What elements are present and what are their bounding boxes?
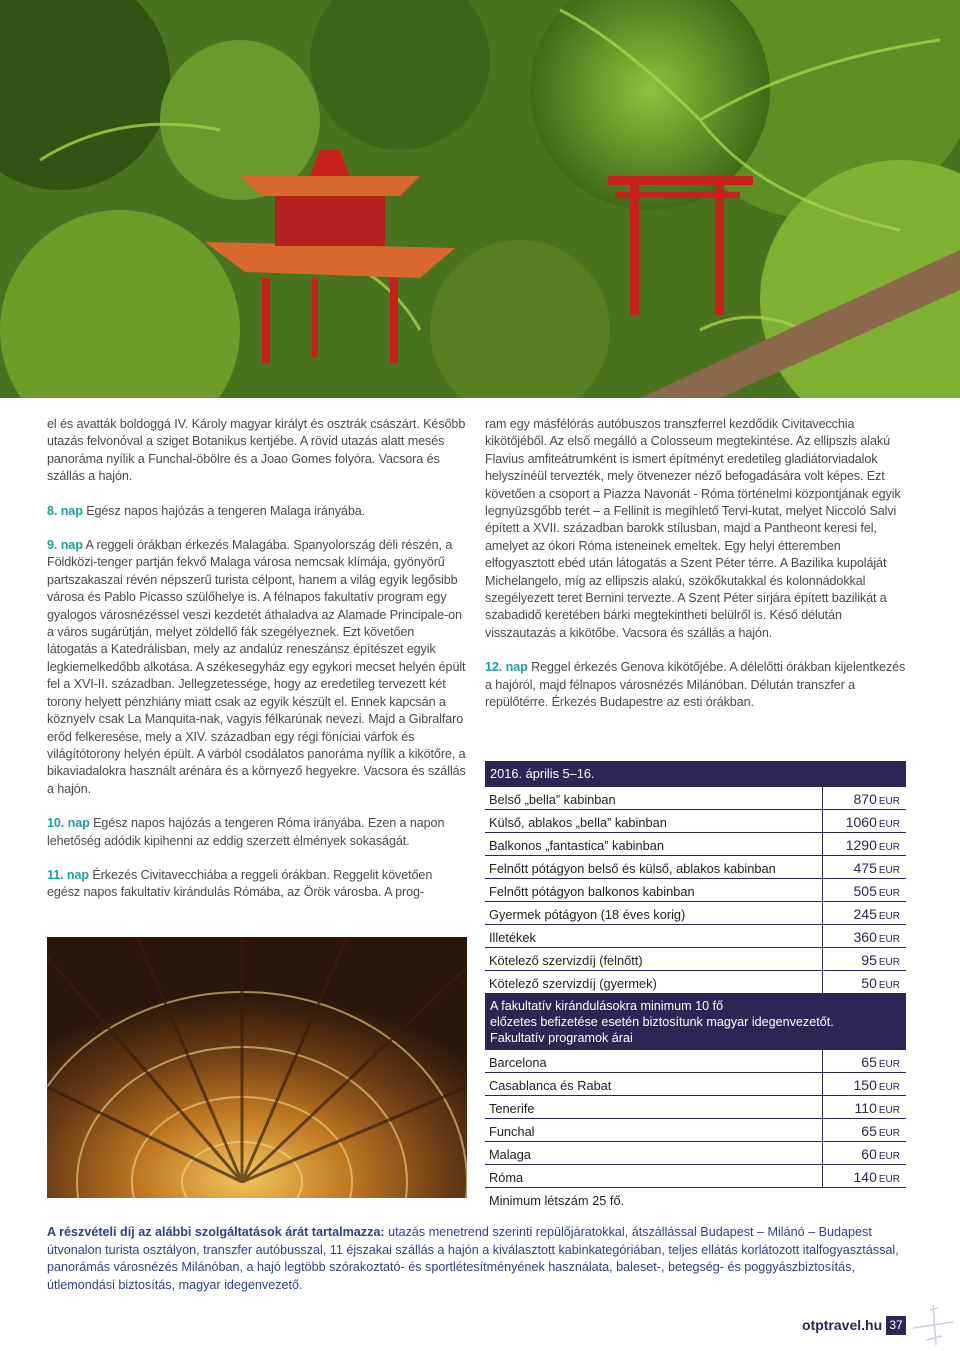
price-amount: 150 — [853, 1077, 877, 1093]
minimum-group-size: Minimum létszám 25 fő. — [489, 1193, 625, 1208]
day-10-label: 10. nap — [47, 816, 90, 831]
optional-price-rows — [485, 1050, 906, 1188]
price-row — [485, 1119, 906, 1142]
price-row — [485, 948, 906, 971]
right-text-column — [485, 416, 906, 729]
currency-label: EUR — [878, 957, 900, 968]
price-amount: 475 — [853, 860, 877, 876]
price-row-label: Illetékek — [489, 930, 536, 945]
price-amount: 95 — [861, 952, 877, 968]
price-row — [485, 787, 906, 810]
currency-label: EUR — [878, 1151, 900, 1162]
currency-label: EUR — [878, 888, 900, 899]
currency-label: EUR — [878, 934, 900, 945]
price-row-value — [822, 1072, 906, 1095]
price-row-value — [822, 924, 906, 947]
price-row-label: Malaga — [489, 1147, 531, 1162]
price-row — [485, 833, 906, 856]
cathedral-dome-photo — [47, 937, 467, 1198]
day-11-label: 11. nap — [47, 867, 90, 882]
price-row-value — [822, 786, 906, 809]
day-8-paragraph — [47, 503, 467, 520]
price-row-value — [822, 901, 906, 924]
price-amount: 50 — [861, 975, 877, 991]
price-row — [485, 1096, 906, 1119]
price-amount: 60 — [861, 1146, 877, 1162]
currency-label: EUR — [878, 796, 900, 807]
price-row — [485, 971, 906, 994]
price-amount: 65 — [861, 1123, 877, 1139]
currency-label: EUR — [878, 1128, 900, 1139]
price-row — [485, 1165, 906, 1188]
price-row-value — [822, 809, 906, 832]
price-row — [485, 856, 906, 879]
currency-label: EUR — [878, 1174, 900, 1185]
note-line-1: A fakultatív kirándulásokra minimum 10 fő — [490, 999, 724, 1013]
price-row-value — [822, 1164, 906, 1187]
price-row-label: Kötelező szervizdíj (gyermek) — [489, 976, 657, 991]
price-row-label: Külső, ablakos „bella” kabinban — [489, 815, 667, 830]
price-row-label: Felnőtt pótágyon belső és külső, ablakos kabinban — [489, 861, 776, 876]
day-9-paragraph — [47, 537, 467, 798]
page-number: 37 — [886, 1316, 906, 1335]
price-row-value — [822, 1095, 906, 1118]
price-row — [485, 902, 906, 925]
cabin-price-rows — [485, 787, 906, 994]
currency-label: EUR — [878, 865, 900, 876]
day-10-paragraph — [47, 815, 467, 850]
price-row — [485, 810, 906, 833]
price-row-label: Kötelező szervizdíj (felnőtt) — [489, 953, 643, 968]
day-12-paragraph — [485, 659, 906, 711]
price-amount: 65 — [861, 1054, 877, 1070]
currency-label: EUR — [878, 980, 900, 991]
day-9-label: 9. nap — [47, 538, 83, 553]
day-12-text: Reggel érkezés Genova kikötőjébe. A délelőtti órákban kijelentkezés a hajóról, majd félnapos városnézés Milánóban. Délután transzfer a repülőtérre. Érkezés Budapestre az esti órákban. — [485, 660, 906, 710]
price-amount: 245 — [853, 906, 877, 922]
optional-programs-note — [485, 994, 906, 1050]
airplane-icon — [908, 1300, 958, 1350]
day-8-label: 8. nap — [47, 503, 83, 518]
price-amount: 1290 — [845, 837, 877, 853]
day-11-paragraph — [47, 867, 467, 902]
price-row — [485, 925, 906, 948]
price-row-label: Belső „bella” kabinban — [489, 792, 616, 807]
price-row-value — [822, 855, 906, 878]
price-row — [485, 1142, 906, 1165]
day-8-text: Egész napos hajózás a tengeren Malaga irányába. — [82, 503, 366, 518]
day-11-text: Érkezés Civitavecchiába a reggeli órákban. Reggelit követően egész napos fakultatív kirándulás Rómába, az Örök városba. A prog- — [47, 867, 433, 900]
note-line-2: előzetes befizetése esetén biztosítunk magyar idegenvezetőt. — [490, 1015, 834, 1029]
price-row-value — [822, 878, 906, 901]
currency-label: EUR — [878, 1059, 900, 1070]
price-row — [485, 1050, 906, 1073]
currency-label: EUR — [878, 819, 900, 830]
price-amount: 505 — [853, 883, 877, 899]
rome-paragraph: ram egy másfélórás autóbuszos transzferrel kezdődik Civitavecchia kikötőjéből. Az első megálló a Colosseum megtekintése. Az ellipszis alakú Flavius amfiteátrumként is ismert építményt eredetileg gladiátorviadalok helyszínéül tervezték, mely ötvenezer néző befogadására volt képes. Ezt követően a csoport a Piazza Navonát - Róma történelmi központjának egyik legnyüzsgőbb terét – a Fellinit is megihlető Tervi-kutat, melyet Niccoló Salvi épített a XVII. században barokk stílusban, majd a Pantheont keresi fel, amelyet az ókori Róma isteneinek emeltek. Egy helyi étteremben elfogyasztott ebéd után látogatás a Szent Péter térre. A Bazilika kupoláját Michelangelo, míg az ellipszis alakú, szökőkutakkal és kolonnádokkal szegélyezett teret Bernini tervezte. A Szent Péter sírjára épített bazilikát a szabadidő keretében bárki megtekintheti belülről is. Késő délután visszautazás a kikötőbe. Vacsora és szállás a hajón. — [485, 417, 901, 640]
price-row-value — [822, 947, 906, 970]
price-amount: 110 — [854, 1100, 877, 1116]
price-row-value — [822, 1141, 906, 1164]
price-amount: 1060 — [845, 814, 877, 830]
price-row — [485, 1073, 906, 1096]
price-row-value — [822, 970, 906, 993]
day-12-label: 12. nap — [485, 660, 528, 675]
price-row-label: Funchal — [489, 1124, 535, 1139]
note-line-3: Fakultatív programok árai — [490, 1031, 633, 1045]
currency-label: EUR — [878, 911, 900, 922]
brand-link[interactable]: otptravel.hu — [802, 1317, 883, 1333]
included-services-label: A részvételi díj az alábbi szolgáltatások árát tartalmazza: — [47, 1225, 385, 1239]
currency-label: EUR — [878, 1105, 900, 1116]
day-9-text: A reggeli órákban érkezés Malagába. Spanyolország déli részén, a Földközi-tenger partján fekvő Malaga városa nemcsak klímája, gyönyörű partszakaszai révén népszerű turista célpont, hanem a világ egyik legősibb városa és Pablo Picasso szülőhelye is. A félnapos fakultatív program egy gyalogos városnézéssel veszi kezdetét áthaladva az Alamade Principale-on a város sugárútján, melyet zöldellő fák szegélyeznek. Ezt követően látogatás a Katedrálisban, mely az andalúz reneszánsz építészet egyik legkiemelkedőbb alkotása. A székesegyház egy egykori mecset helyén épült fel a XVI-II. században. Jellegzetessége, hogy az eredetileg tervezett két torony helyett pénzhiány miatt csak az egyik készült el. Ennek kapcsán a köznyelv csak La Manquita-nak, vagyis félkarúnak nevezi. Majd a Gibralfaro erőd felkeresése, mely a XIV. században egy régi föníciai várfok és világítótorony helyén épült. A várból csodálatos panoráma nyílik a kikötőre, a bikaviadalokra használt arénára és a környező hegyekre. Vacsora és szállás a hajón. — [47, 538, 466, 796]
price-amount: 870 — [853, 791, 877, 807]
day-10-text: Egész napos hajózás a tengeren Róma irányába. Ezen a napon lehetőség adódik kipihenni az eddig szerzett élmények sokaságát. — [47, 816, 445, 848]
included-services — [47, 1224, 909, 1294]
left-text-column — [47, 416, 467, 919]
price-row-label: Tenerife — [489, 1101, 535, 1116]
included-services-text: utazás menetrend szerinti repülőjáratokkal, átszállással Budapest – Milánó – Budapest útvonalon turista osztályon, transzfer autóbusszal, 11 éjszakai szállás a hajón a kiválasztott kabinkategóriában, teljes ellátás korlátozott italfogyasztással, panorámás városnézés Milánóban, a hajó legtöbb szórakoztató- és sportlétesítményének használata, baleset-, betegség- és poggyászbiztosítás, útlemondási biztosítás, magyar idegenvezető. — [47, 1225, 899, 1292]
currency-label: EUR — [878, 842, 900, 853]
price-row — [485, 879, 906, 902]
price-row-value — [822, 1118, 906, 1141]
price-row-label: Felnőtt pótágyon balkonos kabinban — [489, 884, 695, 899]
price-row-value — [822, 1049, 906, 1072]
price-amount: 360 — [853, 929, 877, 945]
currency-label: EUR — [878, 1082, 900, 1093]
price-row-label: Róma — [489, 1170, 524, 1185]
price-row-label: Casablanca és Rabat — [489, 1078, 612, 1093]
price-row-label: Gyermek pótágyon (18 éves korig) — [489, 907, 686, 922]
price-row-label: Balkonos „fantastica” kabinban — [489, 838, 664, 853]
price-table-date: 2016. április 5–16. — [485, 761, 906, 787]
price-row-value — [822, 832, 906, 855]
price-row-label: Barcelona — [489, 1055, 547, 1070]
intro-paragraph: el és avatták boldoggá IV. Károly magyar királyt és osztrák császárt. Később utazás felvonóval a sziget Botanikus kertjébe. A rövid utazás alatt mesés panoráma nyílik a Funchal-öbölre és a Joao Gomes folyóra. Vacsora és szállás a hajón. — [47, 417, 466, 484]
price-table — [485, 761, 906, 1212]
price-amount: 140 — [853, 1169, 877, 1185]
hero-photo-garden-pagoda — [0, 0, 960, 398]
